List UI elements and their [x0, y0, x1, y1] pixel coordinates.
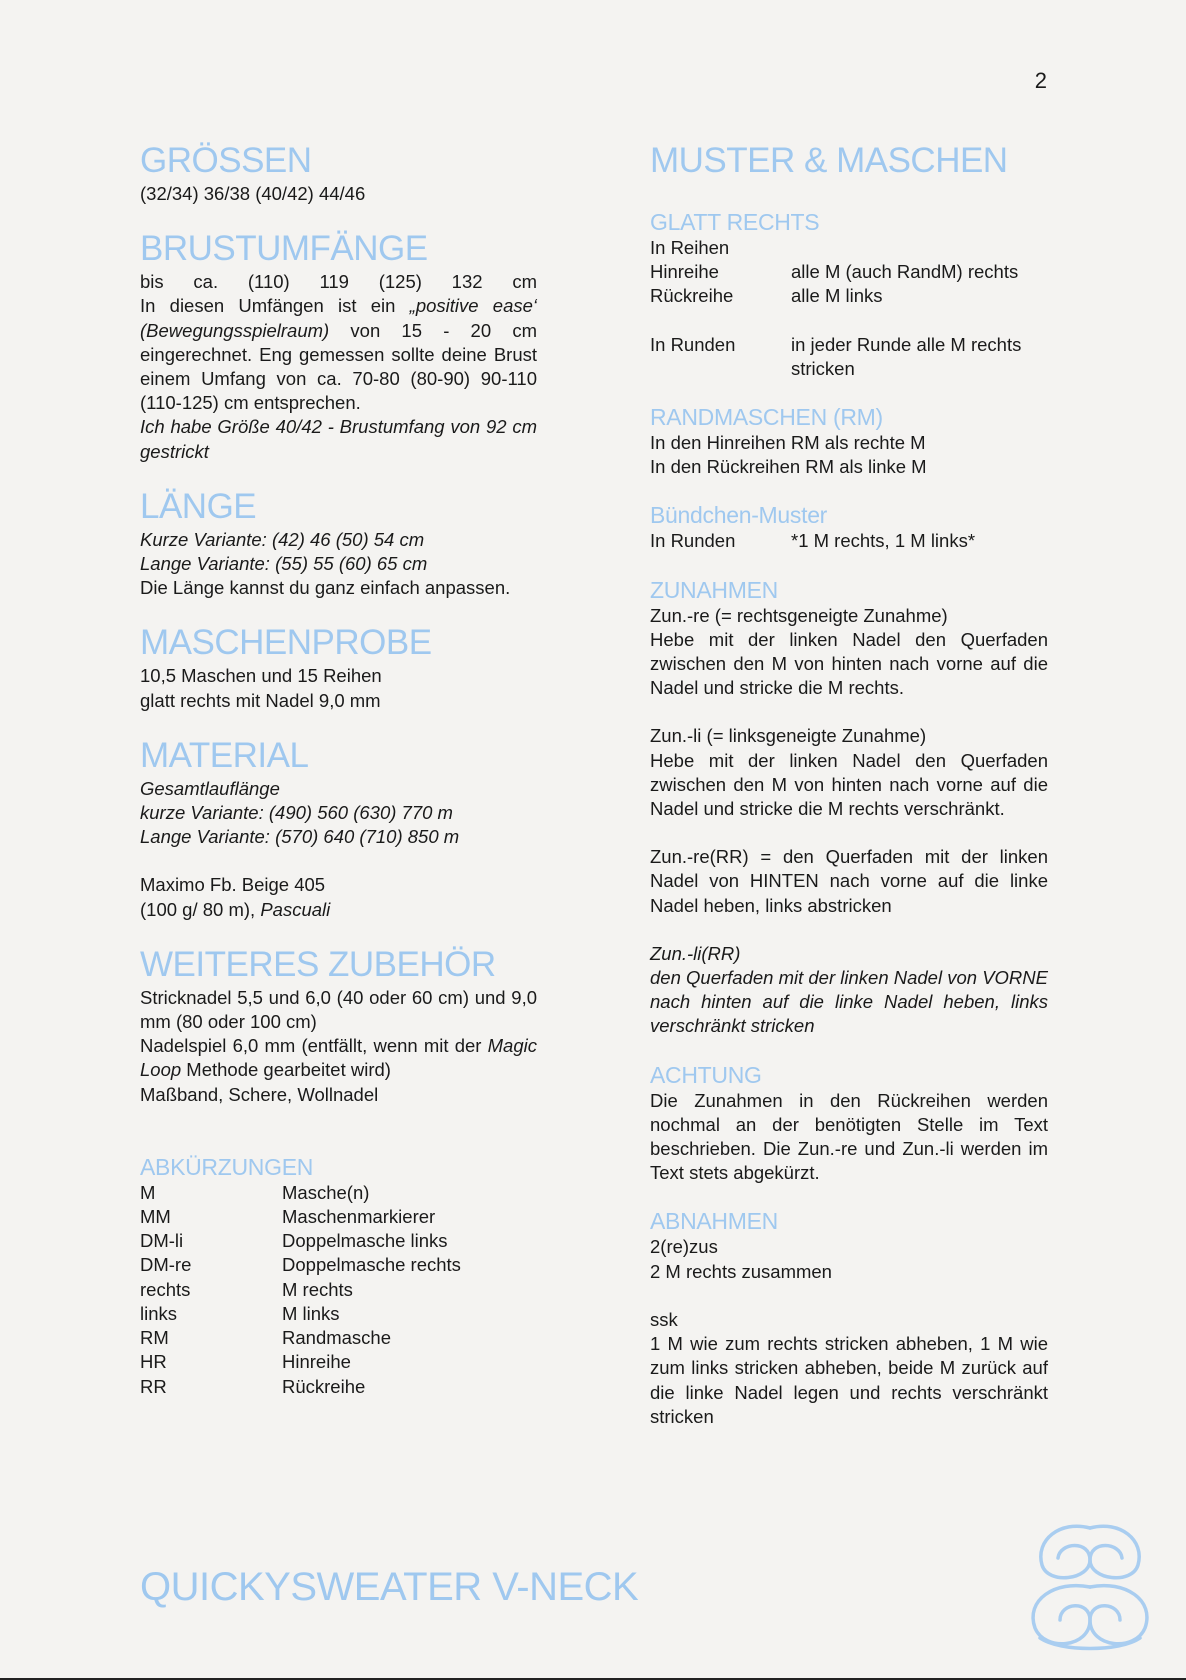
zubehoer-text — [140, 986, 537, 1107]
groessen-heading: GRÖSSEN — [140, 141, 312, 180]
achtung-text: Die Zunahmen in den Rückreihen werden nochmal an der benötigten Stelle im Text beschrieben. Die Zun.-re und Zun.-li werden im Text stets abgekürzt. — [650, 1089, 1048, 1184]
yarn-info — [140, 898, 537, 922]
buendchen-text — [650, 529, 1048, 553]
maschenprobe-text — [140, 664, 537, 712]
abbreviation-key: M — [140, 1181, 156, 1203]
abbreviation-row — [140, 1253, 537, 1277]
abbreviation-value: Doppelmasche links — [282, 1230, 448, 1252]
dpn-a: Nadelspiel 6,0 mm (entfällt, wenn mit der — [140, 1035, 488, 1057]
material-line-1: Gesamtlauflänge — [140, 777, 280, 799]
left-column — [140, 140, 537, 1399]
abbreviation-value: Rückreihe — [282, 1375, 366, 1397]
zun-re-rr — [650, 845, 1048, 918]
maschenprobe-line-1: 10,5 Maschen und 15 Reihen — [140, 665, 382, 687]
abbreviation-row — [140, 1302, 537, 1326]
abbreviation-row — [140, 1375, 537, 1399]
abkuerzungen-heading: ABKÜRZUNGEN — [140, 1153, 314, 1180]
abbreviation-row — [140, 1181, 537, 1205]
abbreviation-key: DM-li — [140, 1230, 184, 1252]
zun-li-label: Zun.-li — [650, 725, 702, 747]
rezus-label: 2(re)zus — [650, 1236, 718, 1258]
zubehoer-needles: Stricknadel 5,5 und 6,0 (40 oder 60 cm) und 9,0 mm (80 oder 100 cm) — [140, 986, 537, 1033]
abbreviation-key: links — [140, 1302, 178, 1324]
abbreviation-value: Doppelmasche rechts — [282, 1254, 461, 1276]
laenge-note: Die Länge kannst du ganz einfach anpassen. — [140, 577, 511, 599]
yarn-brand: Pascuali — [260, 898, 331, 920]
abbreviation-value: Randmasche — [282, 1327, 392, 1349]
abbreviation-value: Masche(n) — [282, 1181, 370, 1203]
glatt-rechts-text — [650, 236, 1048, 381]
brustumfaenge-heading: BRUSTUMFÄNGE — [140, 229, 428, 269]
abbreviation-list — [140, 1181, 537, 1399]
abbreviation-key: RM — [140, 1327, 169, 1349]
ssk-label: ssk — [650, 1308, 678, 1330]
brustumfaenge-text — [140, 270, 537, 464]
brust-note: Ich habe Größe 40/42 - Brustumfang von 92 cm gestrickt — [140, 416, 537, 462]
laenge-kurz: Kurze Variante: (42) 46 (50) 54 cm — [140, 528, 425, 550]
abbreviation-row — [140, 1205, 537, 1229]
zunahmen-heading: ZUNAHMEN — [650, 576, 778, 603]
in-reihen: In Reihen — [650, 237, 730, 258]
buendchen-row — [650, 529, 1048, 553]
brust-text-b: von 15 - 20 cm eingerechnet. Eng gemessen sollte deine Brust einem Umfang von ca. 70-80 (80-90) 90-110 (110-125) cm entsprechen. — [140, 319, 537, 414]
zun-re-title — [650, 604, 1048, 628]
zun-li-title — [650, 724, 1048, 748]
hinreihe-label: Hinreihe — [650, 261, 719, 283]
abbreviation-key: DM-re — [140, 1254, 192, 1276]
abnahmen-text — [650, 1235, 1048, 1428]
randmaschen-heading: RANDMASCHEN (RM) — [650, 404, 883, 431]
rezus-text: 2 M rechts zusammen — [650, 1260, 832, 1282]
yarn-weight: (100 g/ 80 m), — [140, 898, 261, 920]
right-column — [650, 140, 1048, 1429]
abbreviation-key: MM — [140, 1206, 171, 1228]
dpn-c: Methode gearbeitet wird) — [181, 1059, 391, 1081]
zun-li-desc: (= linksgeneigte Zunahme) — [701, 725, 927, 747]
abbreviation-row — [140, 1350, 537, 1374]
randmaschen-text — [650, 431, 1048, 479]
zun-li-rr-label: Zun.-li(RR) — [650, 942, 741, 964]
randmaschen-line-2: In den Rückreihen RM als linke M — [650, 456, 927, 478]
randmaschen-line-1: In den Hinreihen RM als rechte M — [650, 432, 926, 454]
abbreviation-key: HR — [140, 1351, 167, 1373]
buendchen-label: In Runden — [650, 530, 736, 552]
zubehoer-tools: Maßband, Schere, Wollnadel — [140, 1083, 379, 1105]
zun-re-text: Hebe mit der linken Nadel den Querfaden zwischen den M von hinten nach vorne auf die Nadel und stricke die M rechts. — [650, 628, 1048, 699]
buendchen-heading: Bündchen-Muster — [650, 502, 828, 529]
yarn-name: Maximo Fb. Beige 405 — [140, 874, 326, 896]
ssk-text: 1 M wie zum rechts stricken abheben, 1 M wie zum links stricken abheben, beide M zurück auf die linke Nadel legen und rechts verschränkt stricken — [650, 1333, 1048, 1427]
abbreviation-row — [140, 1229, 537, 1253]
zun-re-desc: (= rechtsgeneigte Zunahme) — [709, 604, 948, 626]
glatt-rechts-heading: GLATT RECHTS — [650, 209, 820, 235]
hinreihe-value: alle M (auch RandM) rechts — [791, 261, 1019, 283]
laenge-heading: LÄNGE — [140, 486, 257, 526]
zun-li-rr-text: den Querfaden mit der linken Nadel von VORNE nach hinten auf die linke Nadel heben, links verschränkt stricken — [650, 967, 1048, 1037]
in-runden-label: In Runden — [650, 333, 736, 355]
abnahmen-heading: ABNAHMEN — [650, 1208, 778, 1235]
zunahmen-text — [650, 604, 1048, 1039]
abbreviation-value: Maschenmarkierer — [282, 1206, 436, 1228]
muster-heading: MUSTER & MASCHEN — [650, 141, 1008, 180]
rueckreihe-label: Rückreihe — [650, 285, 734, 307]
abbreviation-row — [140, 1326, 537, 1350]
magic-loop: Magic Loop — [140, 1035, 537, 1081]
maschenprobe-line-2: glatt rechts mit Nadel 9,0 mm — [140, 689, 381, 711]
in-runden-row — [650, 333, 1048, 381]
achtung-heading: ACHTUNG — [650, 1061, 762, 1088]
groessen-text: (32/34) 36/38 (40/42) 44/46 — [140, 183, 366, 204]
material-heading: MATERIAL — [140, 735, 309, 775]
rueckreihe-row — [650, 284, 1048, 308]
rueckreihe-value: alle M links — [791, 285, 883, 307]
material-line-2: kurze Variante: (490) 560 (630) 770 m — [140, 802, 453, 824]
buendchen-value: *1 M rechts, 1 M links* — [791, 530, 976, 552]
maschenprobe-heading: MASCHENPROBE — [140, 623, 432, 663]
brand-logo-icon — [1020, 1520, 1160, 1655]
abbreviation-key: RR — [140, 1375, 167, 1397]
hinreihe-row — [650, 260, 1048, 284]
zubehoer-dpn — [140, 1034, 537, 1082]
positive-ease: „positive ease‘ (Bewegungsspielraum) — [140, 295, 538, 341]
zun-re-rr-label: Zun.-re(RR) — [650, 846, 749, 868]
material-text — [140, 777, 537, 922]
brust-paragraph — [140, 294, 537, 415]
laenge-text — [140, 528, 537, 601]
abbreviation-value: Hinreihe — [282, 1351, 351, 1373]
pattern-title: QUICKYSWEATER V-NECK — [140, 1565, 639, 1609]
zun-re-rr-text: = den Querfaden mit der linken Nadel von HINTEN nach vorne auf die linke Nadel heben, links abstricken — [650, 846, 1048, 916]
in-runden-value: in jeder Runde alle M rechts stricken — [791, 333, 1022, 379]
brust-text-a: In diesen Umfängen ist ein — [140, 295, 410, 317]
brust-line: bis ca. (110) 119 (125) 132 cm — [140, 271, 537, 293]
abbreviation-value: M rechts — [282, 1278, 353, 1300]
material-line-3: Lange Variante: (570) 640 (710) 850 m — [140, 826, 460, 848]
laenge-lang: Lange Variante: (55) 55 (60) 65 cm — [140, 553, 428, 575]
zubehoer-heading: WEITERES ZUBEHÖR — [140, 944, 496, 984]
abbreviation-row — [140, 1278, 537, 1302]
abbreviation-key: rechts — [140, 1278, 191, 1300]
page-number: 2 — [1034, 68, 1047, 93]
abbreviation-value: M links — [282, 1302, 340, 1324]
zun-re-label: Zun.-re — [650, 604, 710, 626]
zun-li-text: Hebe mit der linken Nadel den Querfaden zwischen den M von hinten nach vorne auf die Nadel und stricke die M rechts verschränkt. — [650, 749, 1048, 820]
